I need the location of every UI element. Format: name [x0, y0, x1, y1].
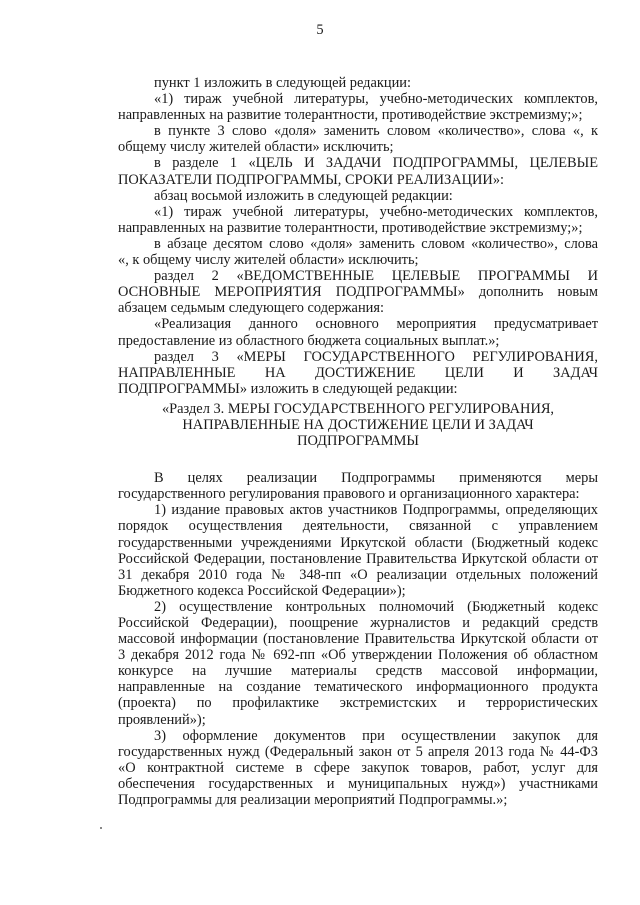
- section-heading: ПОДПРОГРАММЫ: [297, 433, 419, 450]
- text-line: пункт 1 изложить в следующей редакции:: [154, 75, 411, 91]
- text-line: абзацем седьмым следующего содержания:: [118, 300, 384, 317]
- text-line: Бюджетного кодекса Российской Федерации»);: [118, 582, 406, 599]
- margin-dot: [100, 827, 102, 829]
- text-line: абзац восьмой изложить в следующей редакции:: [154, 187, 453, 204]
- text-line: раздел 3 «МЕРЫ ГОСУДАРСТВЕННОГО РЕГУЛИРОВАНИЯ,: [154, 348, 598, 365]
- text-line: в пункте 3 слово «доля» заменить словом «количество», слова «, к: [154, 123, 598, 140]
- text-line: предоставление из областного бюджета социальных выплат.»;: [118, 332, 500, 349]
- text-line: «1) тираж учебной литературы, учебно-методических комплектов,: [154, 91, 598, 108]
- text-line: государственного регулирования правового и организационного характера:: [118, 486, 580, 503]
- text-line: Подпрограммы для реализации мероприятий Подпрограммы.»;: [118, 792, 508, 809]
- text-line: 31 декабря 2010 года № 348-пп «О реализации отдельных положений: [118, 566, 598, 583]
- text-line: в разделе 1 «ЦЕЛЬ И ЗАДАЧИ ПОДПРОГРАММЫ, ЦЕЛЕВЫЕ: [154, 155, 598, 172]
- text-line: НАПРАВЛЕННЫЕ НА ДОСТИЖЕНИЕ ЦЕЛИ И ЗАДАЧ: [118, 364, 598, 381]
- text-line: 3 декабря 2012 года № 692-пп «Об утверждении Положения об областном: [118, 647, 598, 664]
- text-line: направленные на создание тематического информационного продукта: [118, 679, 598, 696]
- text-line: В целях реализации Подпрограммы применяются меры: [154, 470, 598, 487]
- text-line: общему числу жителей области» исключить;: [118, 139, 394, 156]
- text-line: раздел 2 «ВЕДОМСТВЕННЫЕ ЦЕЛЕВЫЕ ПРОГРАММЫ И: [154, 268, 598, 285]
- text-line: конкурсе на лучшие материалы средств массовой информации,: [118, 663, 598, 680]
- text-line: 3) оформление документов при осуществлении закупок для: [154, 727, 598, 744]
- text-line: «О контрактной системе в сфере закупок товаров, работ, услуг для: [118, 759, 598, 776]
- text-line: в абзаце десятом слово «доля» заменить словом «количество», слова: [154, 235, 598, 252]
- text-line: государственными учреждениями Иркутской области (Бюджетный кодекс: [118, 534, 598, 551]
- text-line: направленных на развитие толерантности, противодействие экстремизму;»;: [118, 107, 583, 124]
- text-line: государственных нужд (Федеральный закон от 5 апреля 2013 года № 44-ФЗ: [118, 743, 598, 760]
- section-heading: НАПРАВЛЕННЫЕ НА ДОСТИЖЕНИЕ ЦЕЛИ И ЗАДАЧ: [182, 416, 534, 433]
- text-line: Российской Федерации, постановление Правительства Иркутской области от: [118, 550, 598, 567]
- text-line: «1) тираж учебной литературы, учебно-методических комплектов,: [154, 203, 598, 220]
- text-line: проявлений»);: [118, 711, 206, 728]
- text-line: Российской Федерации), поощрение журналистов и редакций средств: [118, 615, 598, 631]
- text-line: «Реализация данного основного мероприятия предусматривает: [154, 316, 598, 333]
- text-line: (проекта) по профилактике экстремистских и террористических: [118, 695, 598, 712]
- text-line: «, к общему числу жителей области» исключить;: [118, 252, 419, 269]
- page-number: 5: [316, 22, 324, 38]
- text-line: ПОДПРОГРАММЫ» изложить в следующей редакции:: [118, 380, 458, 397]
- text-line: порядок осуществления деятельности, связанной с управлением: [118, 518, 598, 535]
- text-line: ПОКАЗАТЕЛИ ПОДПРОГРАММЫ, СРОКИ РЕАЛИЗАЦИИ»:: [118, 171, 505, 188]
- section-heading: «Раздел 3. МЕРЫ ГОСУДАРСТВЕННОГО РЕГУЛИРОВАНИЯ,: [161, 400, 555, 417]
- text-line: массовой информации (постановление Правительства Иркутской области от: [118, 631, 598, 648]
- text-line: направленных на развитие толерантности, противодействие экстремизму;»;: [118, 219, 583, 236]
- text-line: ОСНОВНЫЕ МЕРОПРИЯТИЯ ПОДПРОГРАММЫ» дополнить новым: [118, 284, 598, 301]
- text-line: 2) осуществление контрольных полномочий (Бюджетный кодекс: [154, 598, 598, 615]
- text-line: обеспечения государственных и муниципальных нужд») участниками: [118, 775, 598, 792]
- text-line: 1) издание правовых актов участников Подпрограммы, определяющих: [154, 502, 598, 519]
- document-body: [118, 75, 598, 808]
